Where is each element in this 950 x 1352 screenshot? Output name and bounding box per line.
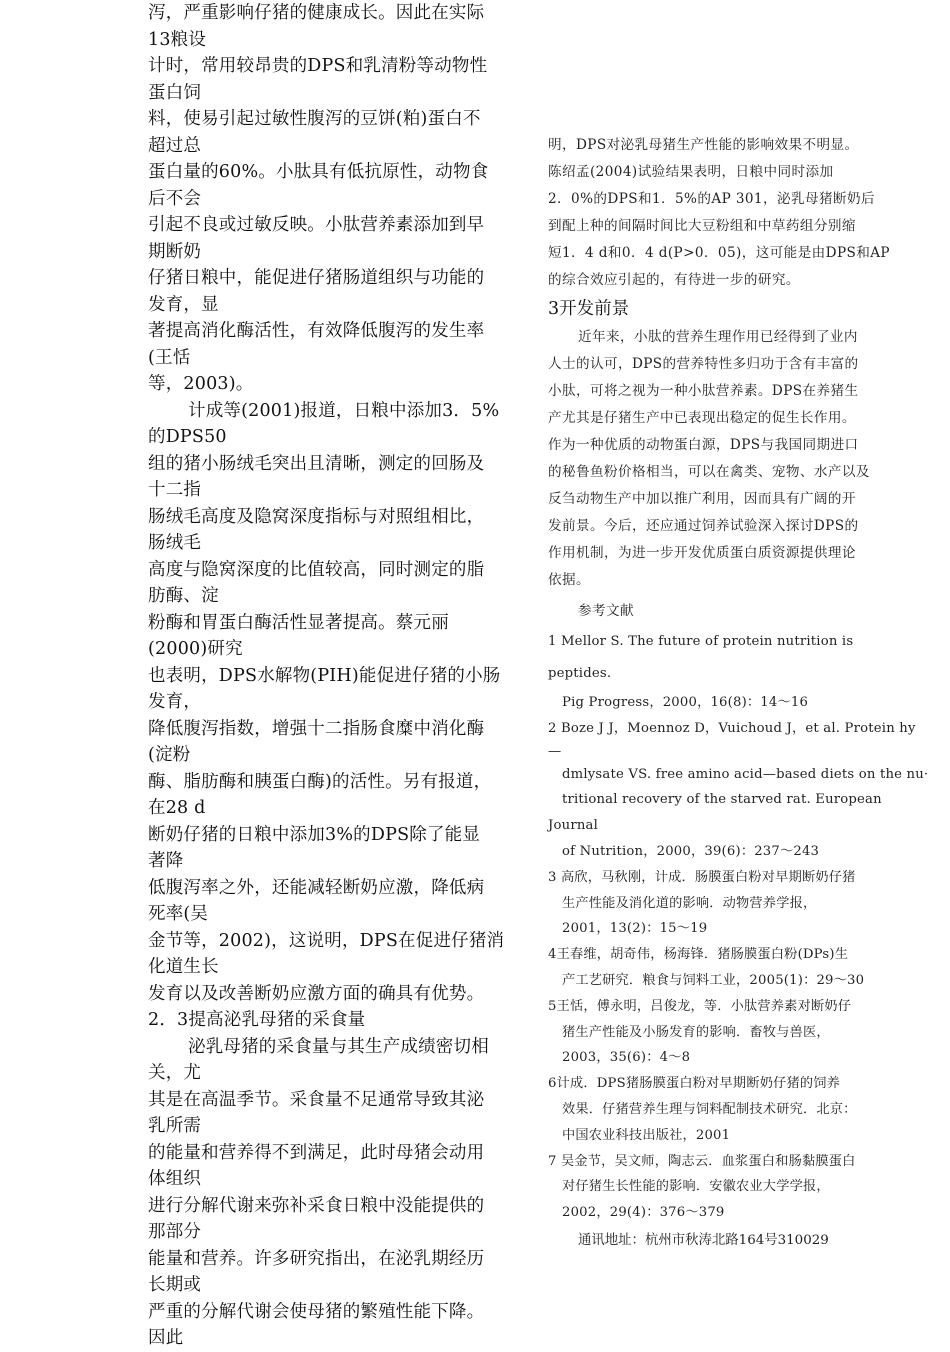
text-line: 13粮设 <box>148 29 207 50</box>
reference-line: tritional recovery of the starved rat. European <box>562 792 882 808</box>
text-line: 仔猪日粮中，能促进仔猪肠道组织与功能的 <box>148 268 485 288</box>
text-line: 等，2003)。 <box>148 374 254 394</box>
text-line: 也表明，DPS水解物(PIH)能促进仔猪的小肠 <box>148 665 501 686</box>
references-title: 参考文献 <box>578 603 634 619</box>
text-line: 在28 d <box>148 798 206 818</box>
section-heading: 2．3提高泌乳母猪的采食量 <box>148 1010 366 1030</box>
reference-line: 2 Boze J J，Moennoz D，Vuichoud J，et al. Protein hy <box>548 720 916 736</box>
text-line: 低腹泻率之外，还能减轻断奶应激，降低病 <box>148 877 485 898</box>
reference-line: 效果．仔猪营养生理与饲料配制技术研究．北京： <box>562 1101 857 1117</box>
reference-line: 对仔猪生长性能的影响．安徽农业大学学报， <box>562 1179 830 1195</box>
text-line: 严重的分解代谢会使母猪的繁殖性能下降。 <box>148 1301 485 1322</box>
reference-line: of Nutrition，2000，39(6)：237～243 <box>562 843 820 859</box>
reference-line: — <box>548 743 562 759</box>
text-line: 明，DPS对泌乳母猪生产性能的影响效果不明显。 <box>548 137 859 153</box>
text-line: 超过总 <box>148 135 202 156</box>
text-line: (淀粉 <box>148 745 191 765</box>
text-line: 十二指 <box>148 480 202 500</box>
text-line: 组的猪小肠绒毛突出且清晰，测定的回肠及 <box>148 453 485 474</box>
text-line: 著提高消化酶活性，有效降低腹泻的发生率 <box>148 321 485 341</box>
text-line: 能量和营养。许多研究指出，在泌乳期经历 <box>148 1248 485 1269</box>
reference-line: 2003，35(6)：4～8 <box>562 1050 691 1066</box>
text-line: 产尤其是仔猪生产中已表现出稳定的促生长作用。 <box>548 410 856 426</box>
text-line: 引起不良或过敏反映。小肽营养素添加到早 <box>148 215 485 235</box>
text-line: 发前景。今后，还应通过饲养试验深入探讨DPS的 <box>548 518 859 534</box>
reference-line: peptides. <box>548 666 612 681</box>
text-line: 短1．4 d和0．4 d(P>0．05)，这可能是由DPS和AP <box>548 245 890 261</box>
reference-line: 2002，29(4)：376～379 <box>562 1205 725 1221</box>
reference-line: 4王春维，胡奇伟，杨海锋．猪肠膜蛋白粉(DPs)生 <box>548 947 849 963</box>
text-line: 金节等，2002)，这说明，DPS在促进仔猪消 <box>148 930 505 951</box>
reference-line: 产工艺研究．粮食与饲料工业，2005(1)：29～30 <box>562 972 865 988</box>
text-line: 泻，严重影响仔猪的健康成长。因此在实际 <box>148 3 485 23</box>
text-line: 因此 <box>148 1328 184 1348</box>
reference-line: 7 吴金节，吴文师，陶志云．血浆蛋白和肠黏膜蛋白 <box>548 1153 856 1169</box>
text-line: 料，使易引起过敏性腹泻的豆饼(粕)蛋白不 <box>148 109 481 129</box>
text-line: 长期或 <box>148 1275 202 1295</box>
text-line: 的综合效应引起的，有待进一步的研究。 <box>548 272 800 288</box>
text-line: 小肽，可将之视为一种小肽营养素。DPS在养猪生 <box>548 383 859 399</box>
reference-line: Pig Progress，2000，16(8)：14～16 <box>562 695 809 710</box>
reference-line: 1 Mellor S. The future of protein nutrition is <box>548 634 854 649</box>
text-line: 粉酶和胃蛋白酶活性显著提高。蔡元丽 <box>148 612 449 633</box>
text-line: 的能量和营养得不到满足，此时母猪会动用 <box>148 1142 485 1163</box>
reference-line: Journal <box>548 818 598 834</box>
text-line: 那部分 <box>148 1222 202 1242</box>
text-line: 著降 <box>148 851 184 871</box>
text-line: 依据。 <box>548 572 590 588</box>
reference-line: 猪生产性能及小肠发育的影响．畜牧与兽医， <box>562 1024 830 1040</box>
text-line: 关，尤 <box>148 1063 202 1083</box>
text-line: 肪酶、淀 <box>148 586 219 606</box>
text-line: 死率(吴 <box>148 904 209 924</box>
reference-line: 6计成．DPS猪肠膜蛋白粉对早期断奶仔猪的饲养 <box>548 1076 841 1092</box>
text-line: 肠绒毛 <box>148 533 202 553</box>
section-heading: 3开发前景 <box>548 299 630 319</box>
text-line: 进行分解代谢来弥补采食日粮中没能提供的 <box>148 1195 485 1216</box>
text-line: 后不会 <box>148 188 202 209</box>
reference-list <box>548 626 943 1226</box>
reference-line: 中国农业科技出版社，2001 <box>562 1127 731 1143</box>
text-line: 陈绍孟(2004)试验结果表明，日粮中同时添加 <box>548 164 834 180</box>
text-line: 发育以及改善断奶应激方面的确具有优势。 <box>148 983 485 1004</box>
text-line: 其是在高温季节。采食量不足通常导致其泌 <box>148 1089 485 1110</box>
text-line: 乳所需 <box>148 1116 202 1136</box>
text-line: 发育，显 <box>148 294 219 315</box>
text-line: 蛋白量的60%。小肽具有低抗原性，动物食 <box>148 162 489 182</box>
text-line: 断奶仔猪的日粮中添加3%的DPS除了能显 <box>148 824 481 845</box>
text-line: 到配上种的间隔时间比大豆粉组和中草药组分别缩 <box>548 218 856 234</box>
text-line: 肠绒毛高度及隐窝深度指标与对照组相比， <box>148 506 485 527</box>
left-text-column <box>148 0 528 1352</box>
text-line: 酶、脂肪酶和胰蛋白酶)的活性。另有报道， <box>148 771 492 792</box>
text-line: (王恬 <box>148 347 191 368</box>
text-line: 2．0%的DPS和1．5%的AP 301，泌乳母猪断奶后 <box>548 191 875 207</box>
text-line: 降低腹泻指数，增强十二指肠食糜中消化酶 <box>148 718 485 739</box>
text-line: 的DPS50 <box>148 427 227 447</box>
text-line: 体组织 <box>148 1169 202 1189</box>
reference-line: 2001，13(2)：15～19 <box>562 921 708 937</box>
contact-address: 通讯地址：杭州市秋涛北路164号310029 <box>578 1232 829 1248</box>
reference-line: dmlysate VS. free amino acid—based diets on the nu· <box>562 766 929 782</box>
right-text-column <box>548 132 943 1254</box>
text-line: 蛋白饲 <box>148 82 202 103</box>
reference-line: 3 高欣，马秋刚，计成．肠膜蛋白粉对早期断奶仔猪 <box>548 869 856 885</box>
text-line: 化道生长 <box>148 957 219 977</box>
text-line: 反刍动物生产中加以推广利用，因而具有广阔的开 <box>548 491 856 507</box>
reference-line: 生产性能及消化道的影响．动物营养学报， <box>562 895 817 911</box>
text-line: 作用机制，为进一步开发优质蛋白质资源提供理论 <box>548 545 856 561</box>
text-line: 人士的认可，DPS的营养特性多归功于含有丰富的 <box>548 356 859 372</box>
text-line: 发育， <box>148 692 202 712</box>
paragraph-first-line: 计成等(2001)报道，日粮中添加3．5% <box>188 400 500 421</box>
text-line: 作为一种优质的动物蛋白源，DPS与我国同期进口 <box>548 437 859 453</box>
text-line: 期断奶 <box>148 241 202 262</box>
text-line: 高度与隐窝深度的比值较高，同时测定的脂 <box>148 559 485 580</box>
text-line: (2000)研究 <box>148 639 243 659</box>
text-line: 的秘鲁鱼粉价格相当，可以在禽类、宠物、水产以及 <box>548 464 870 480</box>
text-line: 计时，常用较昂贵的DPS和乳清粉等动物性 <box>148 56 488 76</box>
paragraph-first-line: 近年来，小肽的营养生理作用已经得到了业内 <box>578 329 858 345</box>
reference-line: 5王恬，傅永明，吕俊龙，等．小肽营养素对断奶仔 <box>548 998 852 1014</box>
paragraph-first-line: 泌乳母猪的采食量与其生产成绩密切相 <box>188 1036 489 1057</box>
